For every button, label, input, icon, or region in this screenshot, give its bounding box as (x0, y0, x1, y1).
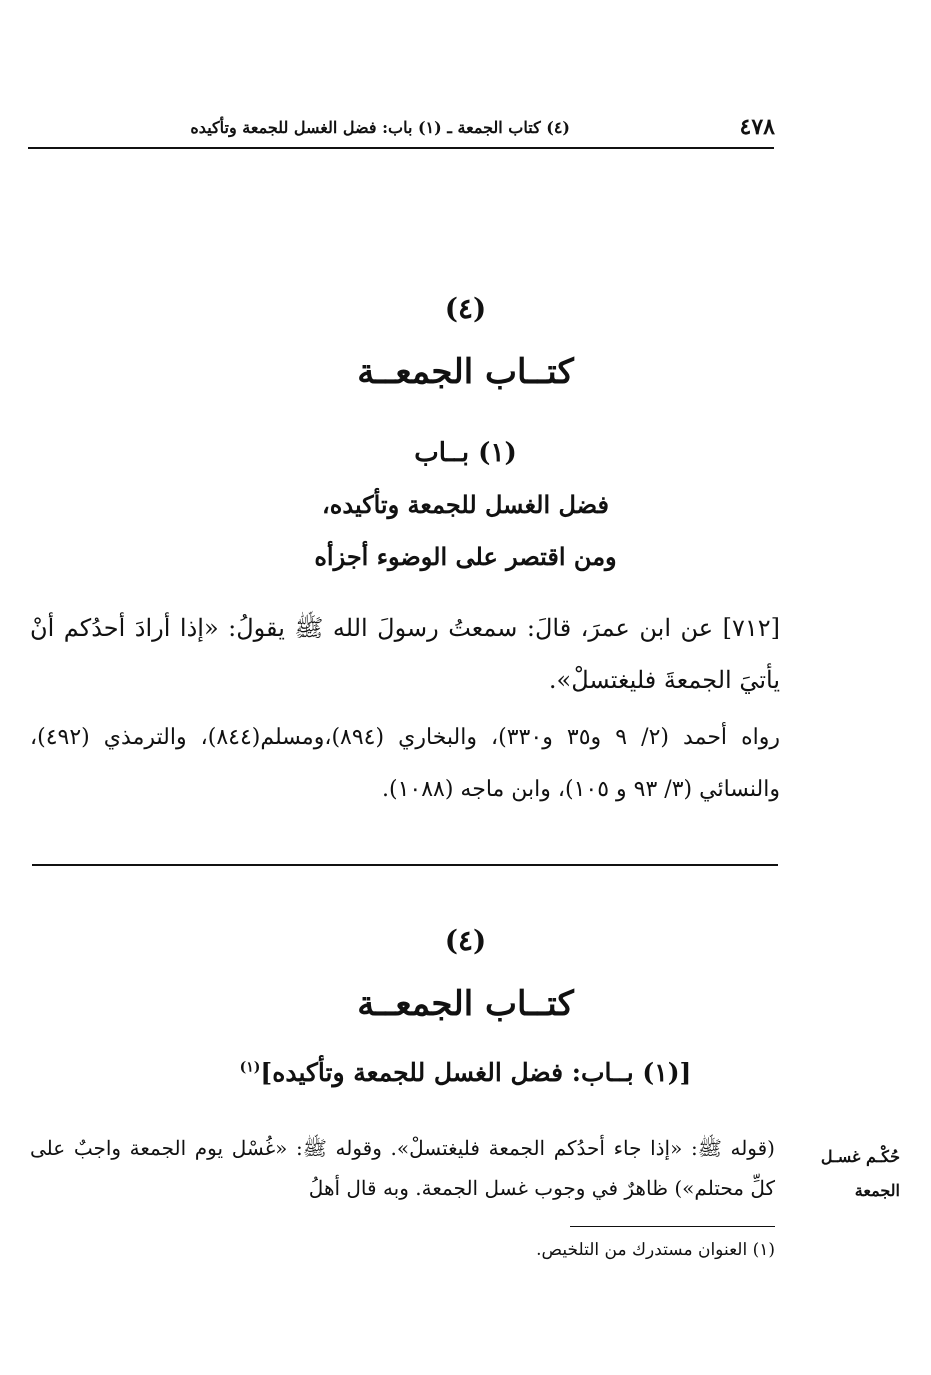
section-divider (32, 864, 778, 866)
commentary-book-title: كتــاب الجمعــة (357, 984, 574, 1024)
hadith-takhrij: رواه أحمد (٢/ ٩ و٣٥ و٣٣٠)، والبخاري (٨٩٤)،ومسلم(٨٤٤)، والترمذي (٤٩٢)، والنسائي (٣/ ٩٣ و ١٠٥)، وابن ماجه (١٠٨٨). (30, 725, 780, 802)
chapter-heading-text: [(١) بــاب: فضل الغسل للجمعة وتأكيده] (260, 1058, 692, 1087)
page-number: ٤٧٨ (739, 114, 775, 140)
footnote: (١) العنوان مستدرك من التلخيص. (536, 1240, 775, 1260)
commentary-text: (قوله ﷺ: «إذا جاء أحدُكم الجمعة فليغتسلْ». وقوله ﷺ: «غُسْل يوم الجمعة واجبٌ على كلِّ محتلم») ظاهرٌ في وجوب غسل الجمعة. وبه قال أهلُ (30, 1136, 775, 1200)
chapter-title-line-1: فضل الغسل للجمعة وتأكيده، (322, 490, 609, 519)
footnote-reference: (١) (239, 1059, 261, 1076)
book-number: (٤) (444, 292, 487, 325)
commentary-book-number: (٤) (444, 924, 487, 957)
chapter-label: (١) بــاب (414, 438, 517, 468)
margin-note: حُكْـم غسـل الجمعة (820, 1147, 900, 1200)
hadith-text: [٧١٢] عن ابن عمرَ، قالَ: سمعتُ رسولَ الله ﷺ يقولُ: «إذا أرادَ أحدُكم أنْ يأتيَ الجمعةَ فليغتسلْ». (30, 614, 780, 694)
book-title: كتــاب الجمعــة (357, 352, 574, 392)
running-head: (٤) كتاب الجمعة ـ (١) باب: فضل الغسل للجمعة وتأكيده (190, 118, 570, 137)
commentary-chapter-heading (0, 1058, 931, 1087)
chapter-title-line-2: ومن اقتصر على الوضوء أجزأه (314, 542, 617, 571)
header-rule (28, 147, 774, 149)
footnote-rule (570, 1226, 775, 1227)
